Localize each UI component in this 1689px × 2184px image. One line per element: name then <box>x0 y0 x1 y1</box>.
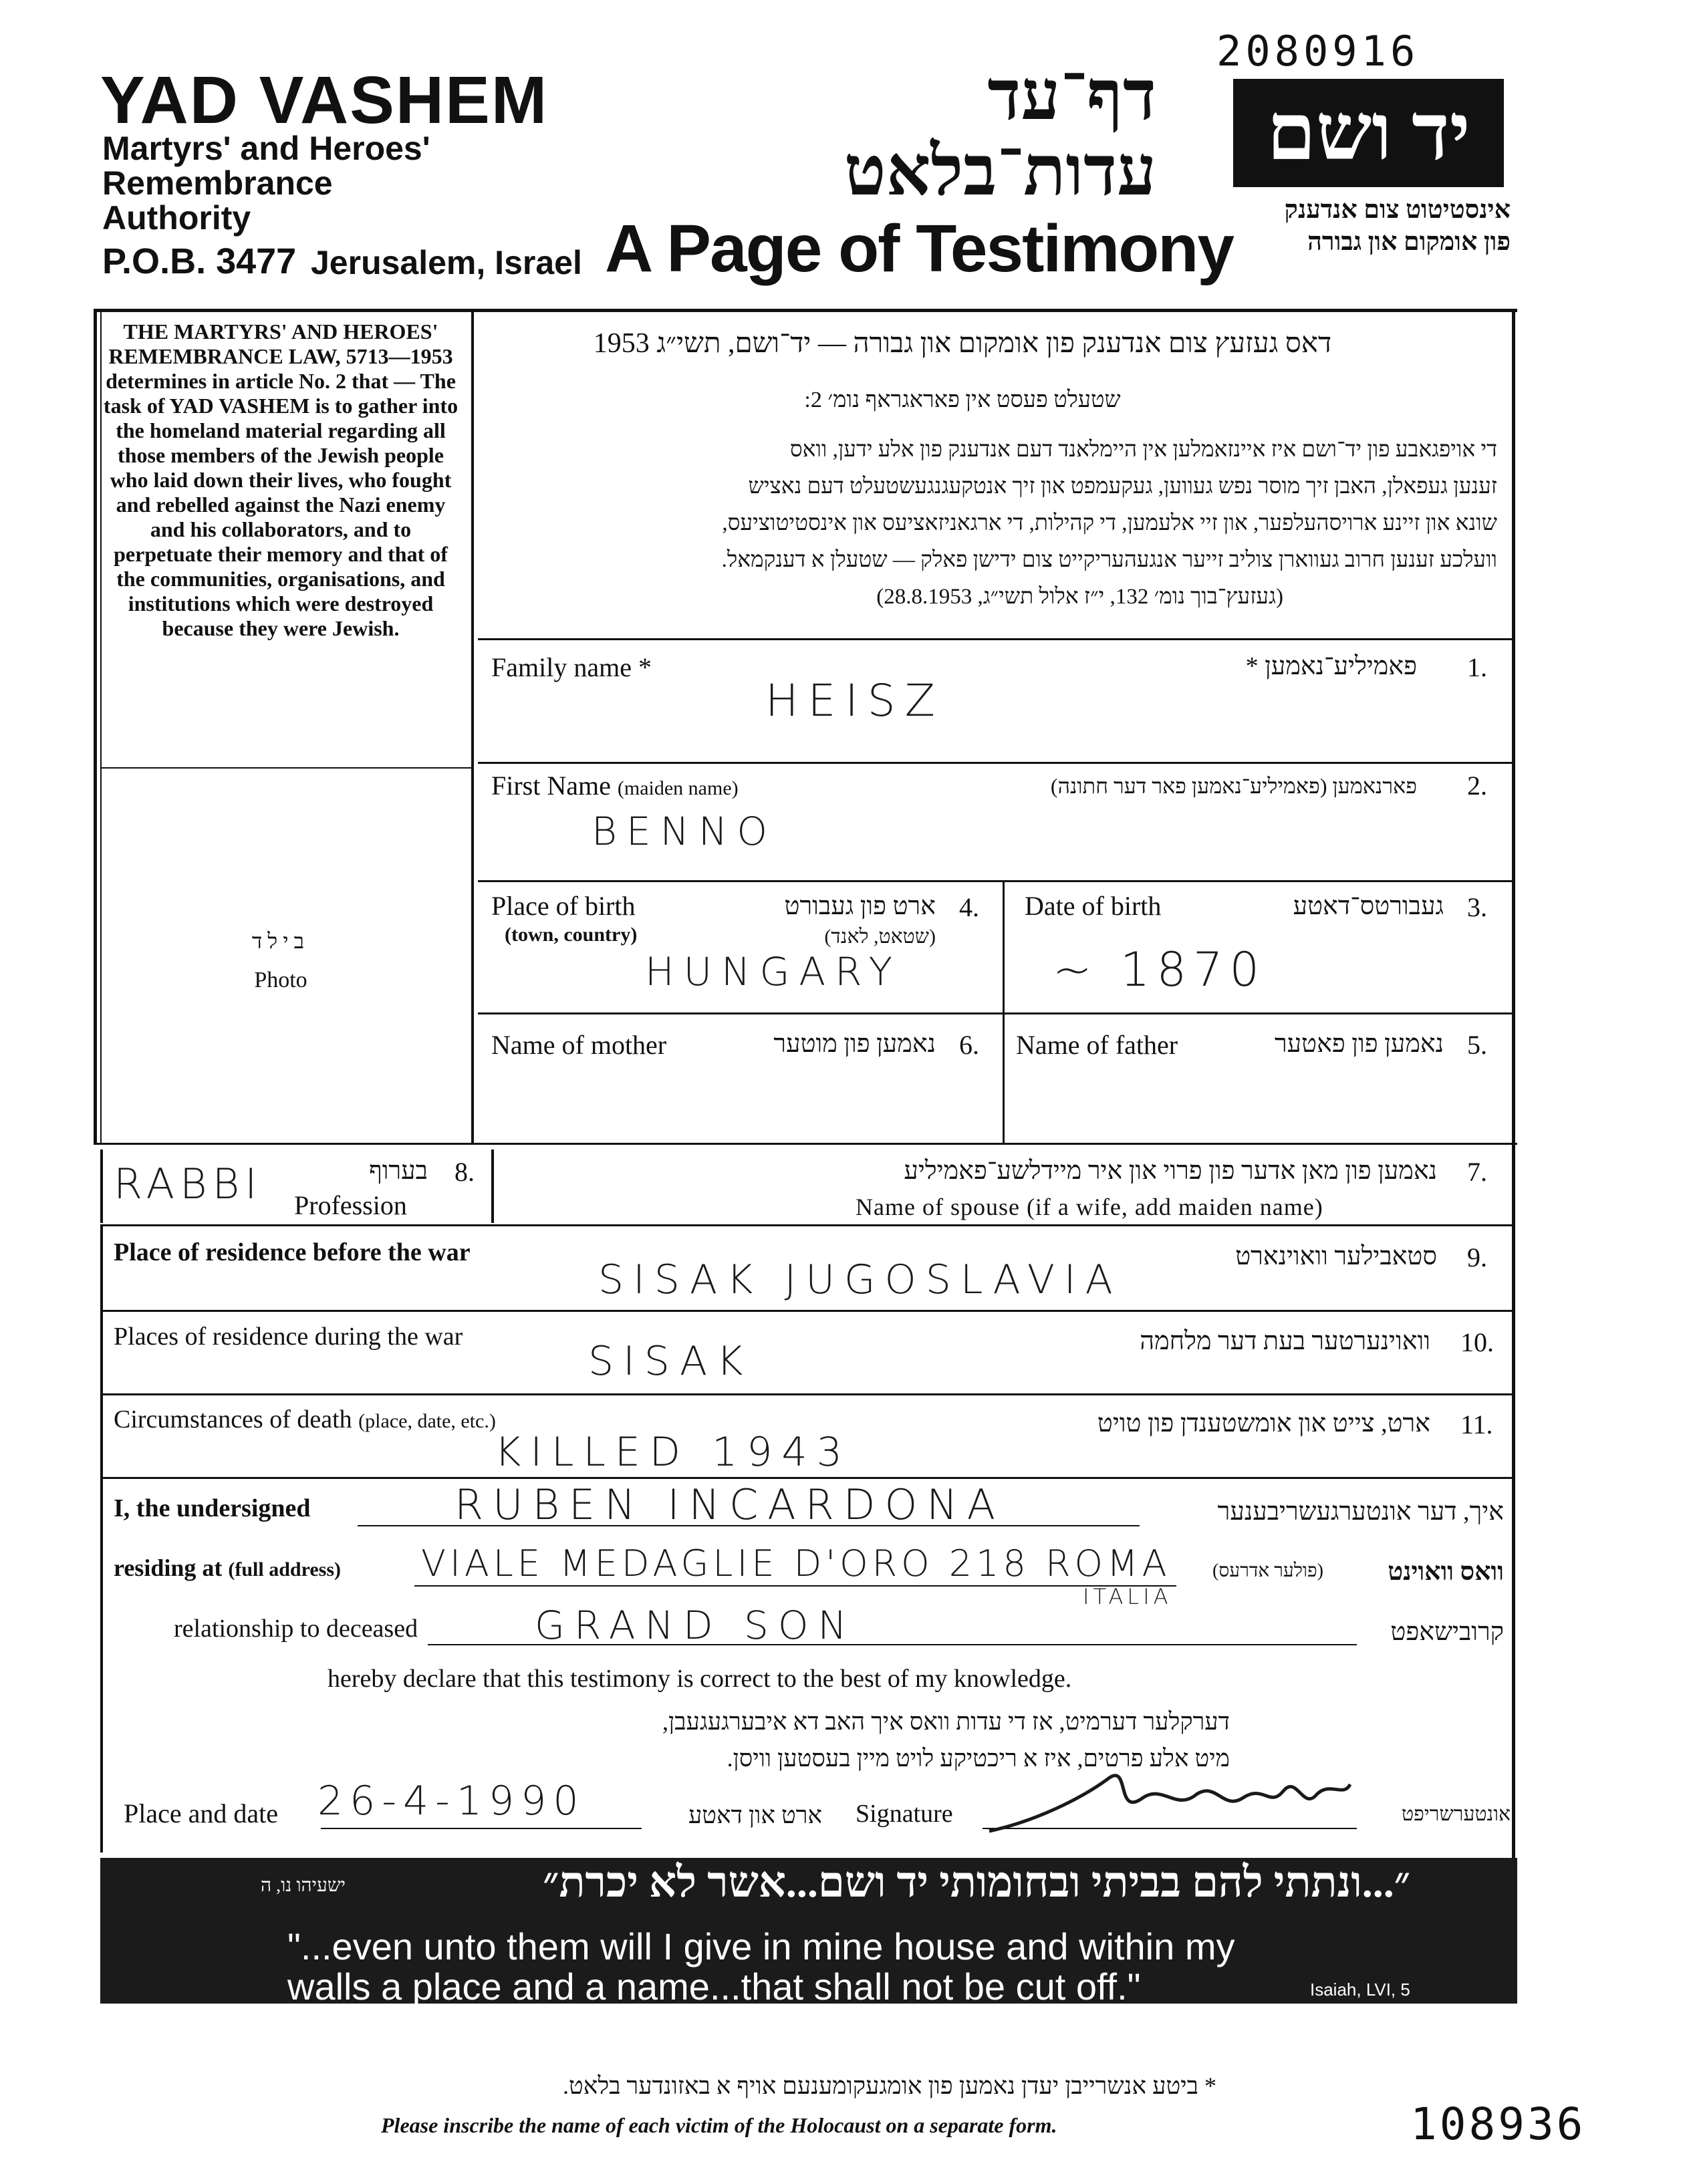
father-name-label-hebrew: נאמען פון פאטער <box>1274 1030 1444 1058</box>
residing-label-hebrew: וואס וואוינט <box>1388 1558 1504 1586</box>
page-title: A Page of Testimony <box>605 211 1233 286</box>
field-number: 9. <box>1467 1242 1487 1272</box>
circumstances-label <box>114 1405 496 1434</box>
footer-note: Please inscribe the name of each victim of the Holocaust on a separate form. <box>381 2113 1057 2137</box>
quote-source-english: Isaiah, LVI, 5 <box>1310 1980 1410 2000</box>
law-text-english: THE MARTYRS' AND HEROES' REMEMBRANCE LAW, 5713—1953 determines in article No. 2 that — The task of YAD VASHEM is to gather into the homeland material regarding all those members of the Jewish people who laid down their lives, who fought and rebelled against the Nazi enemy and his collaborators, and to perpetuate their memory and that of the communities, organisations, and institutions which were destroyed because they were Jewish. <box>103 319 459 640</box>
yad-vashem-logo: יד ושם <box>1233 79 1504 187</box>
law-divider <box>478 638 1514 640</box>
relationship-value: GRAND SON <box>535 1603 856 1648</box>
org-pob: P.O.B. 3477 <box>102 241 297 281</box>
quote-english: walls a place and a name...that shall not be cut off." <box>287 1965 1141 2008</box>
date-of-birth-label-hebrew: געבורטס־דאטע <box>1293 892 1444 920</box>
quote-hebrew: ״...ונתתי להם בביתי ובחומותי יד ושם...אשר לא יכרת״ <box>543 1859 1410 1906</box>
org-city: Jerusalem, Israel <box>311 244 582 281</box>
undersigned-label: I, the undersigned <box>114 1494 311 1522</box>
signature-scribble <box>983 1758 1357 1845</box>
residing-value-country: ITALIA <box>1083 1584 1172 1609</box>
mother-name-label: Name of mother <box>491 1030 667 1060</box>
residence-during-label-hebrew: וואוינערטער בעת דער מלחמה <box>1140 1327 1430 1355</box>
org-subtitle-line: Martyrs' and Heroes' <box>102 130 430 167</box>
residence-during-label: Places of residence during the war <box>114 1323 463 1351</box>
field-number: 1. <box>1467 652 1487 682</box>
profession-left <box>100 1149 103 1223</box>
field-number: 8. <box>454 1157 475 1187</box>
row-6-divider <box>100 1310 1514 1312</box>
row-4-divider <box>94 1143 1517 1145</box>
frame-top <box>94 309 1517 312</box>
declaration-statement-hebrew: דערקלער דערמיט, אז די עדות וואס איך האב דא איבערגעגעבן, <box>662 1708 1230 1735</box>
org-title: YAD VASHEM <box>100 63 549 138</box>
row-3-divider <box>478 1012 1514 1014</box>
signature-label-hebrew: אונטערשריפט <box>1402 1803 1511 1825</box>
row-1-divider <box>478 762 1514 764</box>
residence-before-label: Place of residence before the war <box>114 1238 471 1266</box>
field-number: 6. <box>959 1030 979 1060</box>
first-name-label-sub: (maiden name) <box>617 777 739 799</box>
spouse-label: Name of spouse (if a wife, add maiden name) <box>856 1194 1323 1220</box>
field-number: 2. <box>1467 771 1487 801</box>
residing-line <box>414 1585 1176 1587</box>
date-of-birth-label: Date of birth <box>1025 891 1162 921</box>
row-5-divider <box>100 1224 1514 1226</box>
row-2-divider <box>478 880 1514 882</box>
mother-name-label-hebrew: נאמען פון מוטער <box>773 1030 936 1058</box>
circumstances-label-hebrew: ארט, צייט און אומשטענדן פון טויט <box>1097 1409 1430 1438</box>
place-of-birth-label-hebrew-sub: (שטאט, לאנד) <box>824 926 936 948</box>
first-name-label-hebrew: פארנאמען (פאמיליע־נאמען פאר דער חתונה) <box>1050 774 1417 798</box>
field-number: 10. <box>1460 1327 1494 1357</box>
field-number: 3. <box>1467 892 1487 922</box>
place-of-birth-label-hebrew: ארט פון געבורט <box>784 892 936 920</box>
residing-label-hebrew-sub: (פולער אדרעס) <box>1212 1560 1323 1581</box>
residing-label-text: residing at <box>114 1554 223 1581</box>
family-name-label-hebrew: פאמיליע־נאמען * <box>1245 652 1417 680</box>
profession-label-hebrew: בערוף <box>369 1157 428 1185</box>
undersigned-label-hebrew: איך, דער אונטערגעשריבענער <box>1217 1498 1504 1526</box>
place-date-value: 26-4-1990 <box>317 1778 586 1824</box>
profession-value: RABBI <box>114 1159 263 1208</box>
place-date-label: Place and date <box>124 1798 278 1828</box>
spouse-label-hebrew: נאמען פון מאן אדער פון פרוי און איר מיידלשע־פאמיליע <box>904 1157 1437 1185</box>
field-number: 11. <box>1460 1409 1493 1440</box>
declaration-statement-hebrew: מיט אלע פרטים, איז א ריכטיקע לויט מיין בעסטען וויסן. <box>727 1745 1230 1772</box>
column-divider <box>471 309 474 1144</box>
stamp-number: 108936 <box>1410 2098 1586 2150</box>
law-hebrew-line: זענען געפאלן, האבן זיך מוסר נפש געווען, געקעמפט און זיך אנטקעגנגעשטעלט דעם נאציש <box>748 474 1497 499</box>
document-number: 2080916 <box>1216 27 1420 76</box>
profession-label: Profession <box>294 1190 407 1220</box>
place-date-label-hebrew: ארט און דאטע <box>688 1802 822 1828</box>
place-date-line <box>321 1828 642 1829</box>
circumstances-label-text: Circumstances of death <box>114 1405 352 1434</box>
first-name-value: BENNO <box>592 809 777 854</box>
field-9-left <box>100 1224 103 1853</box>
yiddish-title: עדות־בלאט <box>843 133 1156 210</box>
residence-during-value: SISAK <box>588 1338 753 1385</box>
residence-before-value: SISAK JUGOSLAVIA <box>598 1256 1122 1303</box>
residing-label <box>114 1554 341 1582</box>
org-subtitle <box>102 131 430 235</box>
profession-divider <box>491 1149 494 1223</box>
declaration-statement: hereby declare that this testimony is correct to the best of my knowledge. <box>328 1665 1072 1693</box>
residing-value: VIALE MEDAGLIE D'ORO 218 ROMA <box>421 1542 1171 1585</box>
date-of-birth-value: ~ 1870 <box>1053 942 1267 997</box>
logo-subtitle: אינסטיטוט צום אנדענק <box>1284 196 1511 224</box>
relationship-label-hebrew: קרובישאפט <box>1390 1618 1504 1646</box>
field-number: 4. <box>959 892 979 922</box>
law-hebrew-title: דאס געזעץ צום אנדענק פון אומקום און גבורה — יד־ושם, תשי״ג 1953 <box>593 328 1332 359</box>
quote-banner <box>100 1858 1517 2008</box>
residing-label-sub: (full address) <box>228 1558 341 1581</box>
place-of-birth-label: Place of birth <box>491 891 636 921</box>
hebrew-title: דף־עד <box>987 57 1156 134</box>
place-of-birth-value: HUNGARY <box>645 949 902 994</box>
law-hebrew-line: שונא און זיינע ארויסהעלפער, און זיי אלעמען, די קהילות, די ארגאניזאציעס און אינסטיטוציעס, <box>722 511 1497 535</box>
field-number: 7. <box>1467 1157 1487 1187</box>
family-name-value: HEISZ <box>765 675 944 726</box>
field-number: 5. <box>1467 1030 1487 1060</box>
signature-label: Signature <box>856 1800 953 1828</box>
law-hebrew-line: די אויפגאבע פון יד־ושם איז איינזאמלען אין היימלאנד דעם אנדענק פון אלע ידען, וואס <box>789 438 1497 462</box>
footer-note-hebrew: * ביטע אנשרייבן יעדן נאמען פון אומגעקומענעם אויף א באזונדער בלאט. <box>562 2072 1216 2099</box>
frame-right <box>1512 309 1515 1859</box>
frame-left <box>94 309 97 1144</box>
row-7-divider <box>100 1393 1514 1395</box>
row-8-divider <box>100 1477 1514 1479</box>
photo-label: Photo <box>254 968 307 992</box>
circumstances-value: KILLED 1943 <box>495 1429 852 1476</box>
law-hebrew-citation: (געזעץ־בוך נומ׳ 132, י״ז אלול תשי״ג, 28.8.1953) <box>876 585 1283 609</box>
first-name-label <box>491 770 739 801</box>
quote-english: "...even unto them will I give in mine house and within my <box>287 1925 1235 1967</box>
first-name-label-text: First Name <box>491 771 611 801</box>
family-name-label: Family name * <box>491 652 652 682</box>
law-hebrew-line: וועלכע זענען חרוב געווארן צוליב זייער אנגעהעריקייט צום ידישן פאלק — שטעלן א דענקמאל. <box>721 548 1497 572</box>
photo-label-hebrew: בילד <box>251 929 310 953</box>
undersigned-value: RUBEN INCARDONA <box>454 1480 1005 1529</box>
circumstances-label-sub: (place, date, etc.) <box>358 1410 496 1432</box>
org-subtitle-line: Authority <box>102 199 251 237</box>
father-name-label: Name of father <box>1016 1030 1178 1060</box>
place-of-birth-label-sub: (town, country) <box>505 924 638 946</box>
logo-subtitle: פון אומקום און גבורה <box>1307 228 1511 256</box>
residence-before-label-hebrew: סטאבילער וואוינארט <box>1235 1242 1437 1270</box>
law-hebrew-subtitle: שטעלט פעסט אין פאראגראף נומ׳ 2: <box>804 388 1121 412</box>
org-subtitle-line: Remembrance <box>102 164 333 202</box>
quote-source-hebrew: ישעיהו נו, ה <box>261 1875 346 1896</box>
relationship-label: relationship to deceased <box>174 1615 418 1643</box>
left-block-divider <box>100 767 473 769</box>
